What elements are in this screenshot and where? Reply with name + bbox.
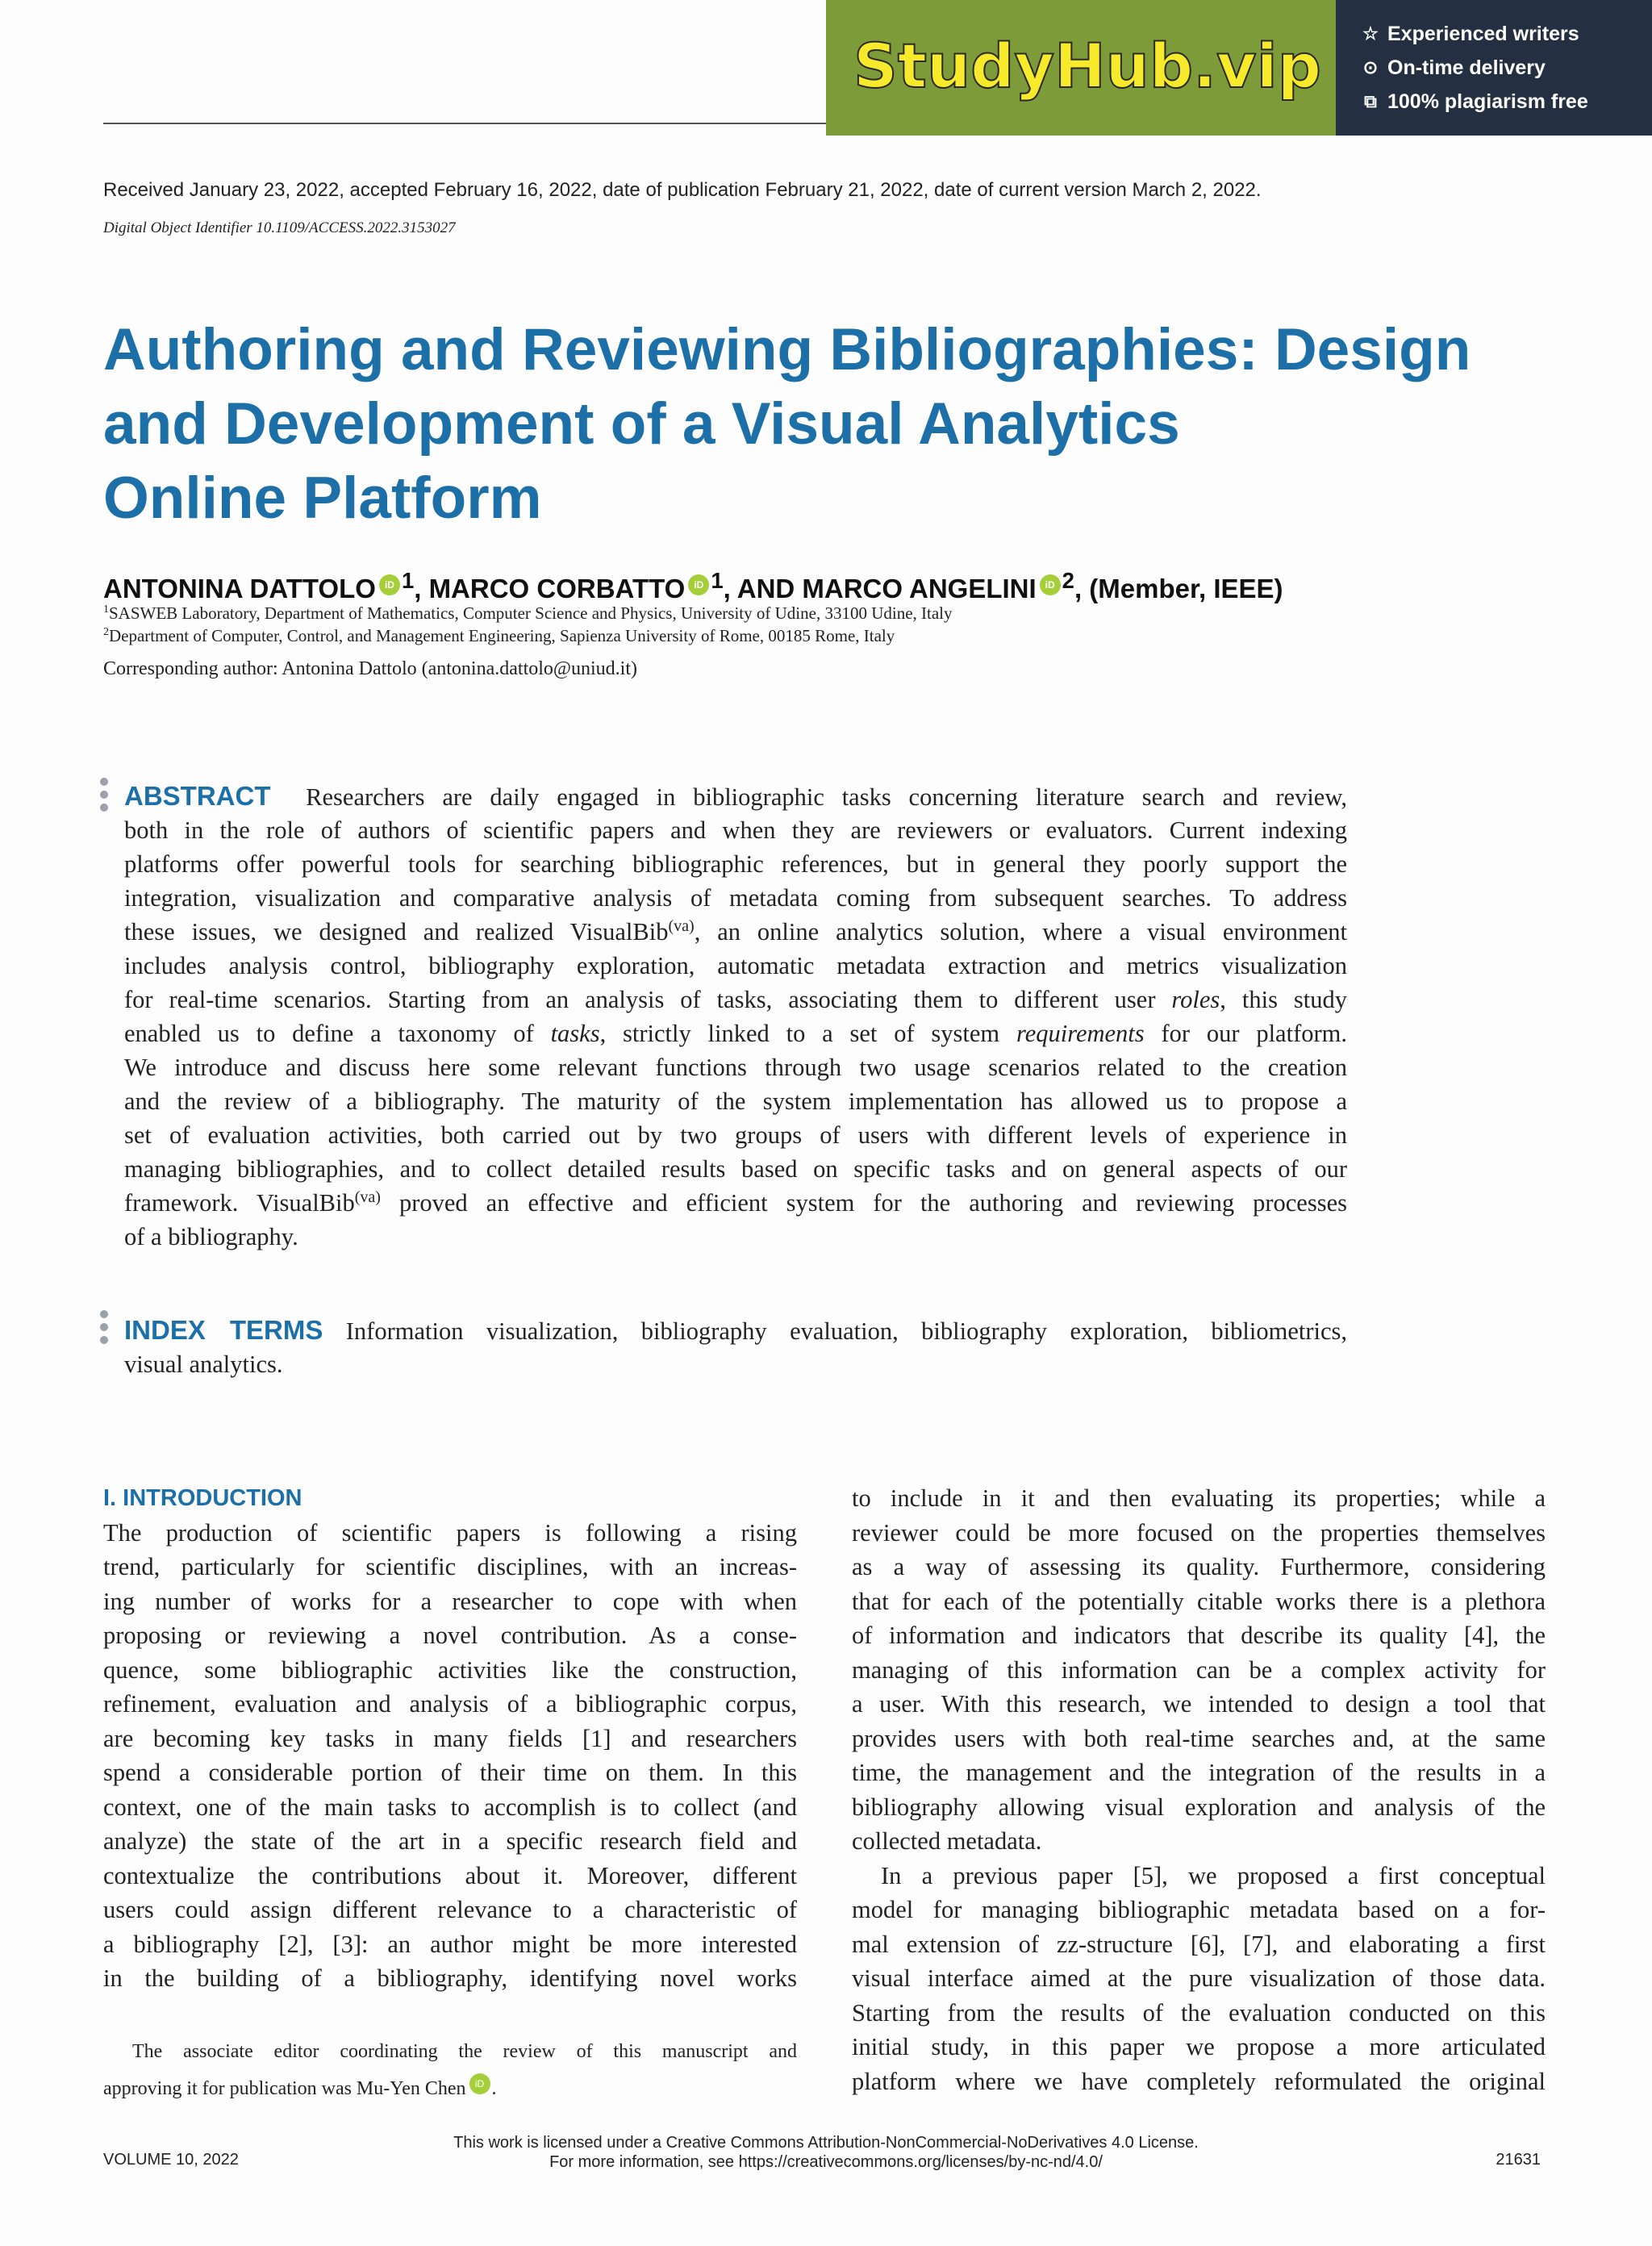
page-number: 21631 — [1496, 2151, 1541, 2169]
body-line: Starting from the results of the evaluation conducted on this — [852, 1998, 1546, 2027]
body-line: collected metadata. — [852, 1827, 1042, 1855]
feature-label: On-time delivery — [1387, 56, 1546, 79]
paper-title — [103, 313, 1471, 536]
license-notice — [0, 2133, 1652, 2172]
footnote-line: approving it for publication was Mu-Yen Chen iD . — [103, 2070, 797, 2107]
abstract-line: for real-time scenarios. Starting from an analysis of tasks, associating them to different user roles, this study — [124, 986, 1347, 1013]
abstract-line: enabled us to define a taxonomy of tasks, strictly linked to a set of system requirements for our platform. — [124, 1020, 1347, 1047]
body-line: as a way of assessing its quality. Furthermore, considering — [852, 1553, 1546, 1580]
abstract-line: these issues, we designed and realized VisualBib$^{(va)}$, an online analytics solution, where a visual environment — [124, 916, 1348, 946]
index-terms-line — [124, 1313, 1347, 1347]
body-line: reviewer could be more focused on the properties themselves — [852, 1518, 1546, 1547]
body-line: managing of this information can be a complex activity for — [852, 1655, 1546, 1684]
body-line: that for each of the potentially citable works there is a plethora — [852, 1587, 1546, 1615]
affiliation-1 — [103, 603, 953, 624]
body-line: proposing or reviewing a novel contribution. As a conse- — [103, 1622, 797, 1649]
body-line: a user. With this research, we intended to design a tool that — [852, 1690, 1546, 1718]
license-link[interactable]: For more information, see https://creativecommons.org/licenses/by-nc-nd/4.0/ — [549, 2153, 1103, 2171]
feature-label: 100% plagiarism free — [1387, 90, 1588, 113]
banner-features-panel — [1336, 0, 1652, 136]
index-terms-heading: INDEX TERMS — [124, 1315, 323, 1345]
volume-label: VOLUME 10, 2022 — [103, 2151, 239, 2169]
corresponding-author[interactable]: Corresponding author: Antonina Dattolo (antonina.dattolo@uniud.it) — [103, 658, 638, 679]
feature-label: Experienced writers — [1387, 22, 1579, 45]
affiliation-text: Department of Computer, Control, and Management Engineering, Sapienza University of Rome, 00185 Rome, Italy — [109, 626, 895, 645]
body-line: In a previous paper [5], we proposed a first conceptual — [881, 1861, 1546, 1889]
affiliation-2 — [103, 626, 895, 646]
body-line: spend a considerable portion of their time on them. In this — [103, 1759, 797, 1786]
abstract-line — [124, 779, 1347, 813]
body-line: users could assign different relevance to a characteristic of — [103, 1896, 797, 1923]
star-icon: ☆ — [1362, 23, 1379, 44]
body-line: visual interface aimed at the pure visualization of those data. — [852, 1964, 1546, 1992]
body-line: a bibliography [2], [3]: an author might be more interested — [103, 1930, 797, 1958]
abstract-line: set of evaluation activities, both carried out by two groups of users with different levels of experience in — [124, 1121, 1347, 1149]
banner-brand-panel[interactable] — [826, 0, 1336, 136]
affiliation-number: 2 — [103, 626, 109, 638]
body-line: mal extension of zz-structure [6], [7], and elaborating a first — [852, 1930, 1546, 1958]
affiliation-text: SASWEB Laboratory, Department of Mathematics, Computer Science and Physics, University of Udine, 33100 Udine, Italy — [109, 603, 953, 623]
feature-experienced — [1362, 18, 1579, 50]
feature-delivery — [1362, 52, 1546, 84]
license-line: This work is licensed under a Creative Commons Attribution-NonCommercial-NoDerivatives 4.0 License. — [453, 2134, 1199, 2152]
affiliation-mark: 2 — [1062, 568, 1074, 593]
abstract-line: and the review of a bibliography. The maturity of the system implementation has allowed us to propose a — [124, 1088, 1347, 1115]
clock-icon: ⊙ — [1362, 57, 1379, 77]
orcid-icon[interactable]: iD — [379, 574, 400, 595]
affiliation-number: 1 — [103, 603, 109, 616]
abstract-marker-icon — [100, 778, 108, 816]
document-copy-icon: ⧉ — [1364, 91, 1377, 111]
left-column — [103, 1481, 797, 1996]
body-line: The production of scientific papers is following a rising — [103, 1518, 797, 1547]
body-line: in the building of a bibliography, identifying novel works — [103, 1964, 797, 1992]
doi[interactable]: Digital Object Identifier 10.1109/ACCESS.2022.3153027 — [103, 219, 456, 236]
orcid-icon[interactable]: iD — [469, 2073, 490, 2094]
body-line: are becoming key tasks in many fields [1] and researchers — [103, 1724, 797, 1752]
publication-dates: Received January 23, 2022, accepted February 16, 2022, date of publication February 21, 2022, date of current version March 2, 2022. — [103, 179, 1262, 201]
author-name: , AND MARCO ANGELINI — [723, 574, 1037, 603]
brand-text: StudyHub.vip — [853, 30, 1322, 102]
feature-plagiarism — [1362, 86, 1588, 118]
orcid-icon[interactable]: iD — [1040, 574, 1061, 595]
abstract-line: both in the role of authors of scientific papers and when they are reviewers or evaluators. Current indexing — [124, 816, 1347, 844]
body-line: of information and indicators that describe its quality [4], the — [852, 1622, 1546, 1649]
abstract-line: includes analysis control, bibliography exploration, automatic metadata extraction and metrics visualization — [124, 952, 1347, 979]
body-line: initial study, in this paper we propose a more articulated — [852, 2033, 1546, 2060]
section-heading: I. INTRODUCTION — [103, 1485, 302, 1511]
author-membership: , (Member, IEEE) — [1074, 574, 1283, 603]
body-line: context, one of the main tasks to accomplish is to collect (and — [103, 1793, 797, 1821]
abstract-line: integration, visualization and comparative analysis of metadata coming from subsequent searches. To address — [124, 884, 1347, 912]
abstract-line: of a bibliography. — [124, 1223, 298, 1250]
abstract-text: Researchers are daily engaged in bibliographic tasks concerning literature search and review, — [306, 783, 1348, 811]
affiliation-mark: 1 — [711, 568, 724, 593]
index-terms-text: Information visualization, bibliography evaluation, bibliography exploration, bibliometrics, — [345, 1317, 1347, 1345]
body-line: analyze) the state of the art in a specific research field and — [103, 1827, 797, 1855]
body-line: quence, some bibliographic activities like the construction, — [103, 1655, 797, 1684]
footnote-line: The associate editor coordinating the review of this manuscript and — [132, 2041, 797, 2062]
body-line: contextualize the contributions about it. Moreover, different — [103, 1861, 797, 1889]
body-line: time, the management and the integration of the results in a — [852, 1759, 1546, 1786]
top-rule — [103, 123, 829, 124]
abstract-line: platforms offer powerful tools for searching bibliographic references, but in general they poorly support the — [124, 850, 1347, 878]
brand-logo[interactable] — [845, 23, 1329, 111]
body-line: to include in it and then evaluating its properties; while a — [852, 1484, 1546, 1512]
title-line: Online Platform — [103, 465, 542, 531]
abstract-line: We introduce and discuss here some relevant functions through two usage scenarios related to the creation — [124, 1054, 1347, 1081]
abstract-line: framework. VisualBib$^{(va)}$ proved an effective and efficient system for the authoring and reviewing processes — [124, 1188, 1347, 1217]
index-terms-line: visual analytics. — [124, 1351, 283, 1378]
author-list — [103, 568, 1283, 604]
body-line: platform where we have completely reformulated the original — [852, 2067, 1546, 2095]
abstract-heading: ABSTRACT — [124, 781, 271, 811]
index-terms-marker-icon — [100, 1310, 108, 1349]
orcid-icon[interactable]: iD — [688, 574, 709, 595]
affiliation-mark: 1 — [401, 568, 415, 593]
body-line: ing number of works for a researcher to cope with when — [103, 1587, 797, 1615]
right-column — [852, 1481, 1546, 2098]
body-line: provides users with both real-time searches and, at the same — [852, 1724, 1546, 1752]
abstract-line: managing bibliographies, and to collect detailed results based on specific tasks and on general aspects of our — [124, 1155, 1347, 1183]
ad-banner[interactable] — [826, 0, 1652, 136]
body-line: refinement, evaluation and analysis of a bibliographic corpus, — [103, 1690, 797, 1718]
body-line: bibliography allowing visual exploration and analysis of the — [852, 1793, 1546, 1821]
body-line: model for managing bibliographic metadata based on a for- — [852, 1896, 1546, 1923]
body-line: trend, particularly for scientific disciplines, with an increas- — [103, 1553, 797, 1580]
title-line: Authoring and Reviewing Bibliographies: Design — [103, 317, 1471, 382]
author-name: ANTONINA DATTOLO — [103, 574, 376, 603]
title-line: and Development of a Visual Analytics — [103, 391, 1180, 457]
author-name: , MARCO CORBATTO — [414, 574, 686, 603]
editor-footnote — [103, 2033, 797, 2107]
